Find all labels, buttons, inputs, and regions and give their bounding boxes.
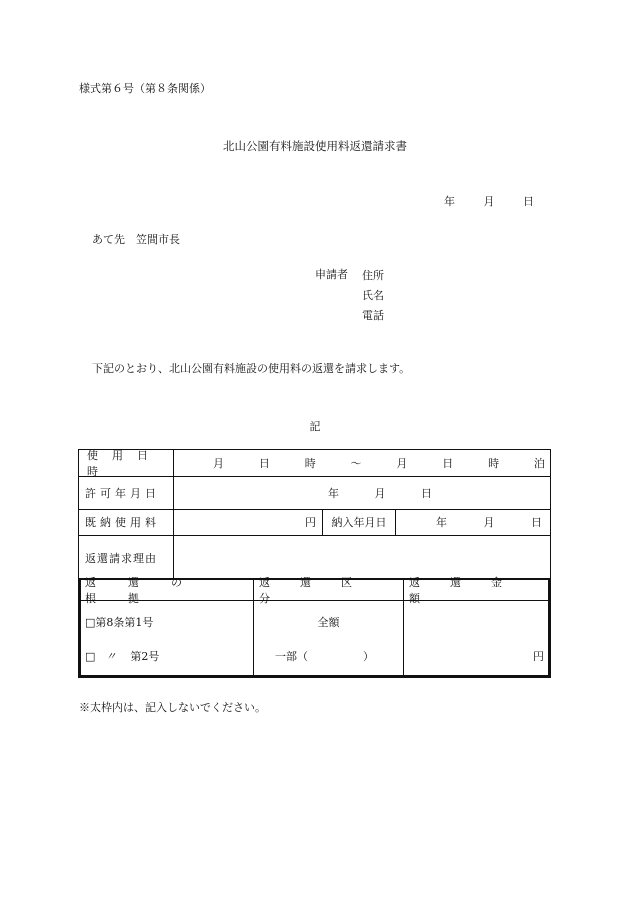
- refund-category-header-text: 返還区分: [259, 576, 382, 605]
- refund-basis-header-text: 返還の根拠: [85, 576, 214, 605]
- addressee: あて先 笠間市長: [92, 233, 180, 246]
- payment-month: 月: [483, 516, 495, 529]
- refund-amount-yen: 円: [533, 650, 544, 663]
- intro-text: 下記のとおり、北山公園有料施設の使用料の返還を請求します。: [92, 362, 411, 375]
- payment-year: 年: [436, 516, 447, 529]
- date-month-label: 月: [483, 195, 495, 208]
- refund-amount-field[interactable]: [533, 647, 544, 665]
- refund-amount-header: [409, 576, 545, 605]
- usage-nights: 泊: [533, 457, 545, 470]
- basis-option-2-checkbox[interactable]: □: [85, 649, 96, 663]
- paid-fee-label-text: 既納使用料: [85, 516, 160, 529]
- permit-date-field[interactable]: [328, 476, 432, 509]
- basis-option-2-ditto: 〃: [105, 650, 117, 663]
- basis-option-2[interactable]: [85, 647, 159, 665]
- payment-day: 日: [531, 516, 542, 529]
- basis-option-2-item: 第2号: [130, 650, 160, 663]
- usage-datetime-field[interactable]: [213, 450, 545, 476]
- basis-option-1[interactable]: [85, 613, 153, 631]
- applicant-name-label: 氏名: [362, 289, 384, 302]
- usage-day2: 日: [442, 457, 454, 470]
- paid-fee-label: [85, 509, 171, 535]
- request-date: [444, 193, 534, 209]
- applicant-phone-label: 電話: [362, 309, 384, 322]
- usage-day1: 日: [258, 457, 270, 470]
- basis-option-1-text: □第8条第1号: [85, 616, 154, 629]
- footer-note: ※太枠内は、記入しないでください。: [79, 701, 266, 714]
- applicant-label: 申請者: [315, 268, 348, 281]
- refund-category-header: [259, 576, 399, 605]
- applicant-fields: [362, 266, 384, 326]
- usage-month2: 月: [396, 457, 408, 470]
- refund-basis-header: [85, 576, 249, 605]
- payment-date-label: [323, 509, 395, 535]
- applicant-address-label: 住所: [362, 269, 384, 282]
- permit-year: 年: [328, 486, 339, 500]
- permit-date-label: [85, 476, 171, 509]
- date-year-label: 年: [444, 195, 455, 208]
- payment-date-label-text: 納入年月日: [331, 516, 387, 529]
- usage-month1: 月: [213, 457, 224, 470]
- permit-day: 日: [421, 486, 432, 500]
- reason-label-text: 返還請求理由: [85, 551, 157, 565]
- category-full-text: 全額: [317, 616, 340, 629]
- permit-date-label-text: 許可年月日: [85, 486, 160, 500]
- usage-hour1: 時: [304, 457, 316, 470]
- form-table: [78, 449, 551, 678]
- page-title: 北山公園有料施設使用料返還請求書: [223, 139, 407, 153]
- paid-fee-yen: 円: [305, 516, 316, 529]
- payment-date-field[interactable]: [436, 509, 542, 535]
- ki-heading: 記: [309, 420, 321, 433]
- usage-tilde: 〜: [350, 457, 362, 470]
- form-id: 様式第６号（第８条関係）: [79, 82, 211, 95]
- usage-datetime-label-text: 使用日時: [87, 449, 162, 478]
- category-partial-text: 一部（ ）: [275, 650, 374, 663]
- category-partial[interactable]: [275, 647, 374, 665]
- refund-amount-header-text: 返還金額: [409, 576, 532, 605]
- paid-fee-field[interactable]: [305, 509, 319, 535]
- date-day-label: 日: [523, 195, 534, 208]
- usage-hour2: 時: [488, 457, 500, 470]
- usage-datetime-label: [87, 450, 167, 476]
- category-full[interactable]: [254, 613, 403, 631]
- permit-month: 月: [374, 486, 386, 500]
